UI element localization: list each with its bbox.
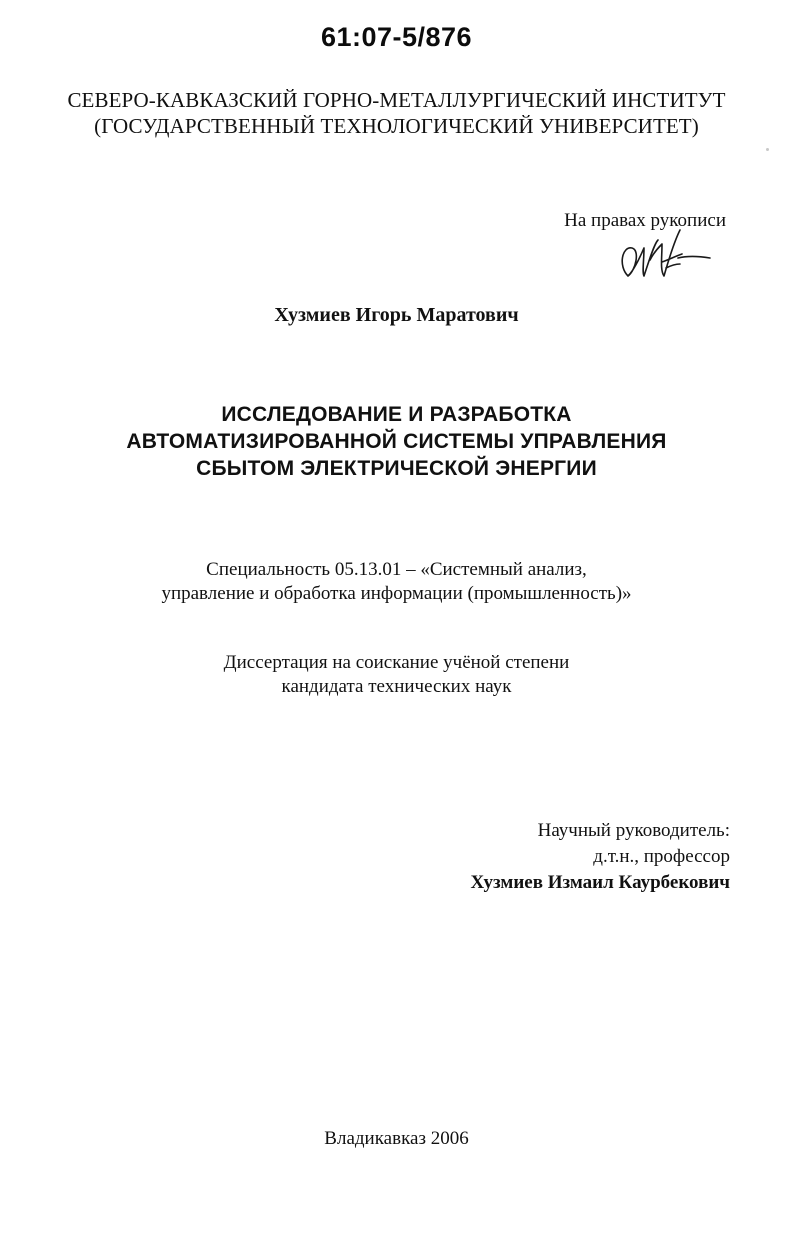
catalog-number: 61:07-5/876: [320, 22, 473, 52]
degree-statement: [0, 651, 793, 699]
author-name: Хузмиев Игорь Маратович: [274, 304, 519, 326]
handwritten-signature-icon: [606, 218, 716, 288]
advisor-title: д.т.н., профессор: [593, 846, 730, 867]
advisor-name: Хузмиев Измаил Каурбекович: [470, 872, 730, 893]
institution-line-1: СЕВЕРО-КАВКАЗСКИЙ ГОРНО-МЕТАЛЛУРГИЧЕСКИЙ ИНСТИТУТ: [67, 88, 726, 112]
specialty: [0, 558, 793, 606]
dissertation-title: [0, 401, 793, 482]
institution-name: [0, 87, 793, 139]
manuscript-note: На правах рукописи: [564, 210, 726, 231]
degree-line-2: кандидата технических наук: [281, 676, 512, 697]
title-line-1: ИССЛЕДОВАНИЕ И РАЗРАБОТКА: [221, 403, 572, 426]
title-line-3: СБЫТОМ ЭЛЕКТРИЧЕСКОЙ ЭНЕРГИИ: [196, 457, 597, 480]
advisor-label: Научный руководитель:: [537, 820, 730, 841]
title-line-2: АВТОМАТИЗИРОВАННОЙ СИСТЕМЫ УПРАВЛЕНИЯ: [126, 430, 667, 453]
institution-line-2: (ГОСУДАРСТВЕННЫЙ ТЕХНОЛОГИЧЕСКИЙ УНИВЕРСИТЕТ): [94, 114, 699, 138]
specialty-line-1: Специальность 05.13.01 – «Системный анализ,: [206, 559, 587, 580]
city-year: Владикавказ 2006: [324, 1128, 469, 1149]
scan-speck: [766, 148, 769, 151]
scientific-advisor: [400, 818, 730, 896]
degree-line-1: Диссертация на соискание учёной степени: [223, 652, 570, 673]
specialty-line-2: управление и обработка информации (промышленность)»: [161, 583, 632, 604]
